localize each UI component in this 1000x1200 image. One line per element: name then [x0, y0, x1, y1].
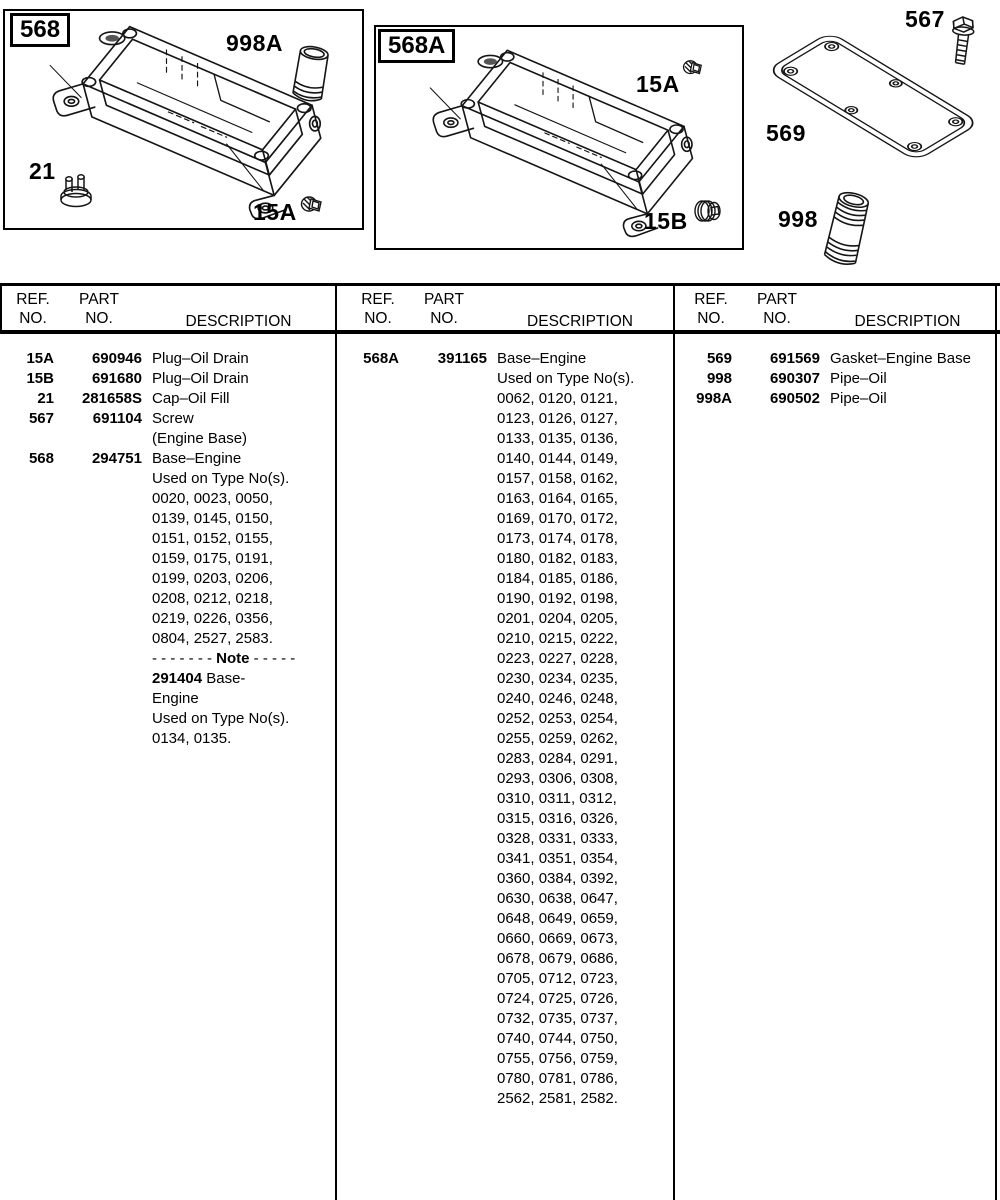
- ref-no: 15B: [26, 370, 54, 387]
- diagram-panel-568A: [374, 25, 744, 250]
- part-no: 281658S: [81, 390, 142, 407]
- table-row: [690, 389, 995, 409]
- ref-no: 567: [28, 410, 54, 427]
- panel-568-label: 568: [10, 13, 70, 47]
- table-rows: [337, 349, 673, 1109]
- part-no-header: PART NO.: [79, 291, 119, 327]
- ref-no: 15A: [26, 350, 54, 367]
- table-row: [12, 349, 335, 369]
- gasket-icon: [752, 20, 997, 175]
- table-header: [675, 286, 995, 334]
- ref-no: 568: [28, 450, 54, 467]
- table-row: [12, 449, 335, 749]
- part-no: 690502: [769, 390, 820, 407]
- callout-15B: 15B: [644, 208, 688, 234]
- cap-oil-fill-icon: [55, 171, 97, 211]
- description: Screw (Engine Base): [152, 410, 248, 447]
- part-no: 391165: [437, 350, 487, 367]
- parts-table: [0, 283, 1000, 1200]
- part-no: 690307: [769, 370, 820, 387]
- table-header: [337, 286, 673, 334]
- callout-569: 569: [766, 120, 806, 146]
- ref-no-header: REF. NO.: [694, 291, 728, 327]
- callout-15A: 15A: [253, 199, 297, 225]
- table-row: [12, 389, 335, 409]
- table-column-2: [337, 286, 673, 1200]
- pipe-oil-998A-icon: [289, 44, 335, 110]
- callout-15A: 15A: [636, 71, 680, 97]
- ref-no: 998: [706, 370, 732, 387]
- table-row: [690, 369, 995, 389]
- plug-oil-drain-15A-icon: [300, 195, 326, 217]
- table-column-3: [675, 286, 995, 1200]
- part-no-header: PART NO.: [424, 291, 464, 327]
- callout-567: 567: [905, 6, 945, 32]
- table-row: [357, 349, 673, 1109]
- part-no: 691680: [91, 370, 142, 387]
- ref-no: 569: [706, 350, 732, 367]
- ref-no-header: REF. NO.: [361, 291, 395, 327]
- table-row: [12, 369, 335, 389]
- diagram-panel-568: [3, 9, 364, 230]
- ref-no: 998A: [696, 390, 732, 407]
- description: Pipe–Oil: [830, 390, 887, 407]
- description: Cap–Oil Fill: [152, 390, 230, 407]
- plug-oil-drain-15A-icon: [682, 59, 706, 79]
- ref-no-header: REF. NO.: [16, 291, 50, 327]
- panel-568A-label: 568A: [378, 29, 455, 63]
- plug-oil-drain-15B-icon: [693, 198, 723, 224]
- description: Gasket–Engine Base: [830, 350, 971, 367]
- description: Pipe–Oil: [830, 370, 887, 387]
- table-rows: [0, 349, 335, 749]
- description: Base–Engine Used on Type No(s). 0062, 0120, 0121, 0123, 0126, 0127, 0133, 0135, 0136, 0140, 0144, 0149, 0157, 0158, 0162, 0163, 0164, 0165, 0169, 0170, 0172, 0173, 0174, 0178, 0180, 0182, 0183, 0184, 0185, 0186, 0190, 0192, 0198, 0201, 0204, 0205, 0210, 0215, 0222, 0223, 0227, 0228, 0230, 0234, 0235, 0240, 0246, 0248, 0252, 0253, 0254, 0255, 0259, 0262, 0283, 0284, 0291, 0293, 0306, 0308, 0310, 0311, 0312, 0315, 0316, 0326, 0328, 0331, 0333, 0341, 0351, 0354, 0360, 0384, 0392, 0630, 0638, 0647, 0648, 0649, 0659, 0660, 0669, 0673, 0678, 0679, 0686, 0705, 0712, 0723, 0724, 0725, 0726, 0732, 0735, 0737, 0740, 0744, 0750, 0755, 0756, 0759, 0780, 0781, 0786, 2562, 2581, 2582.: [497, 350, 635, 1107]
- description: Plug–Oil Drain: [152, 350, 249, 367]
- ref-no: 568A: [363, 350, 399, 367]
- description: Plug–Oil Drain: [152, 370, 249, 387]
- description-header: DESCRIPTION: [527, 313, 633, 330]
- part-no: 690946: [91, 350, 142, 367]
- pipe-oil-998-icon: [822, 190, 878, 272]
- part-no: 294751: [91, 450, 142, 467]
- table-row: [690, 349, 995, 369]
- part-no: 691104: [92, 410, 142, 427]
- table-row: [12, 409, 335, 449]
- table-border-right: [995, 286, 997, 1200]
- description: Base–Engine Used on Type No(s). 0020, 0023, 0050, 0139, 0145, 0150, 0151, 0152, 0155, 0159, 0175, 0191, 0199, 0203, 0206, 0208, 0212, 0218, 0219, 0226, 0356, 0804, 2527, 2583. - - - - - - - Note - - - - - 291404 Base- Engine Used on Type No(s). 0134, 0135.: [152, 450, 296, 747]
- part-no-header: PART NO.: [757, 291, 797, 327]
- callout-21: 21: [29, 158, 56, 184]
- callout-998A: 998A: [226, 30, 283, 56]
- description-header: DESCRIPTION: [854, 313, 961, 330]
- description-header: DESCRIPTION: [185, 313, 292, 330]
- table-column-1: [0, 286, 335, 1200]
- ref-no: 21: [37, 390, 54, 407]
- table-rows: [675, 349, 995, 409]
- callout-998: 998: [778, 206, 818, 232]
- table-header: [0, 286, 335, 334]
- part-no: 691569: [769, 350, 820, 367]
